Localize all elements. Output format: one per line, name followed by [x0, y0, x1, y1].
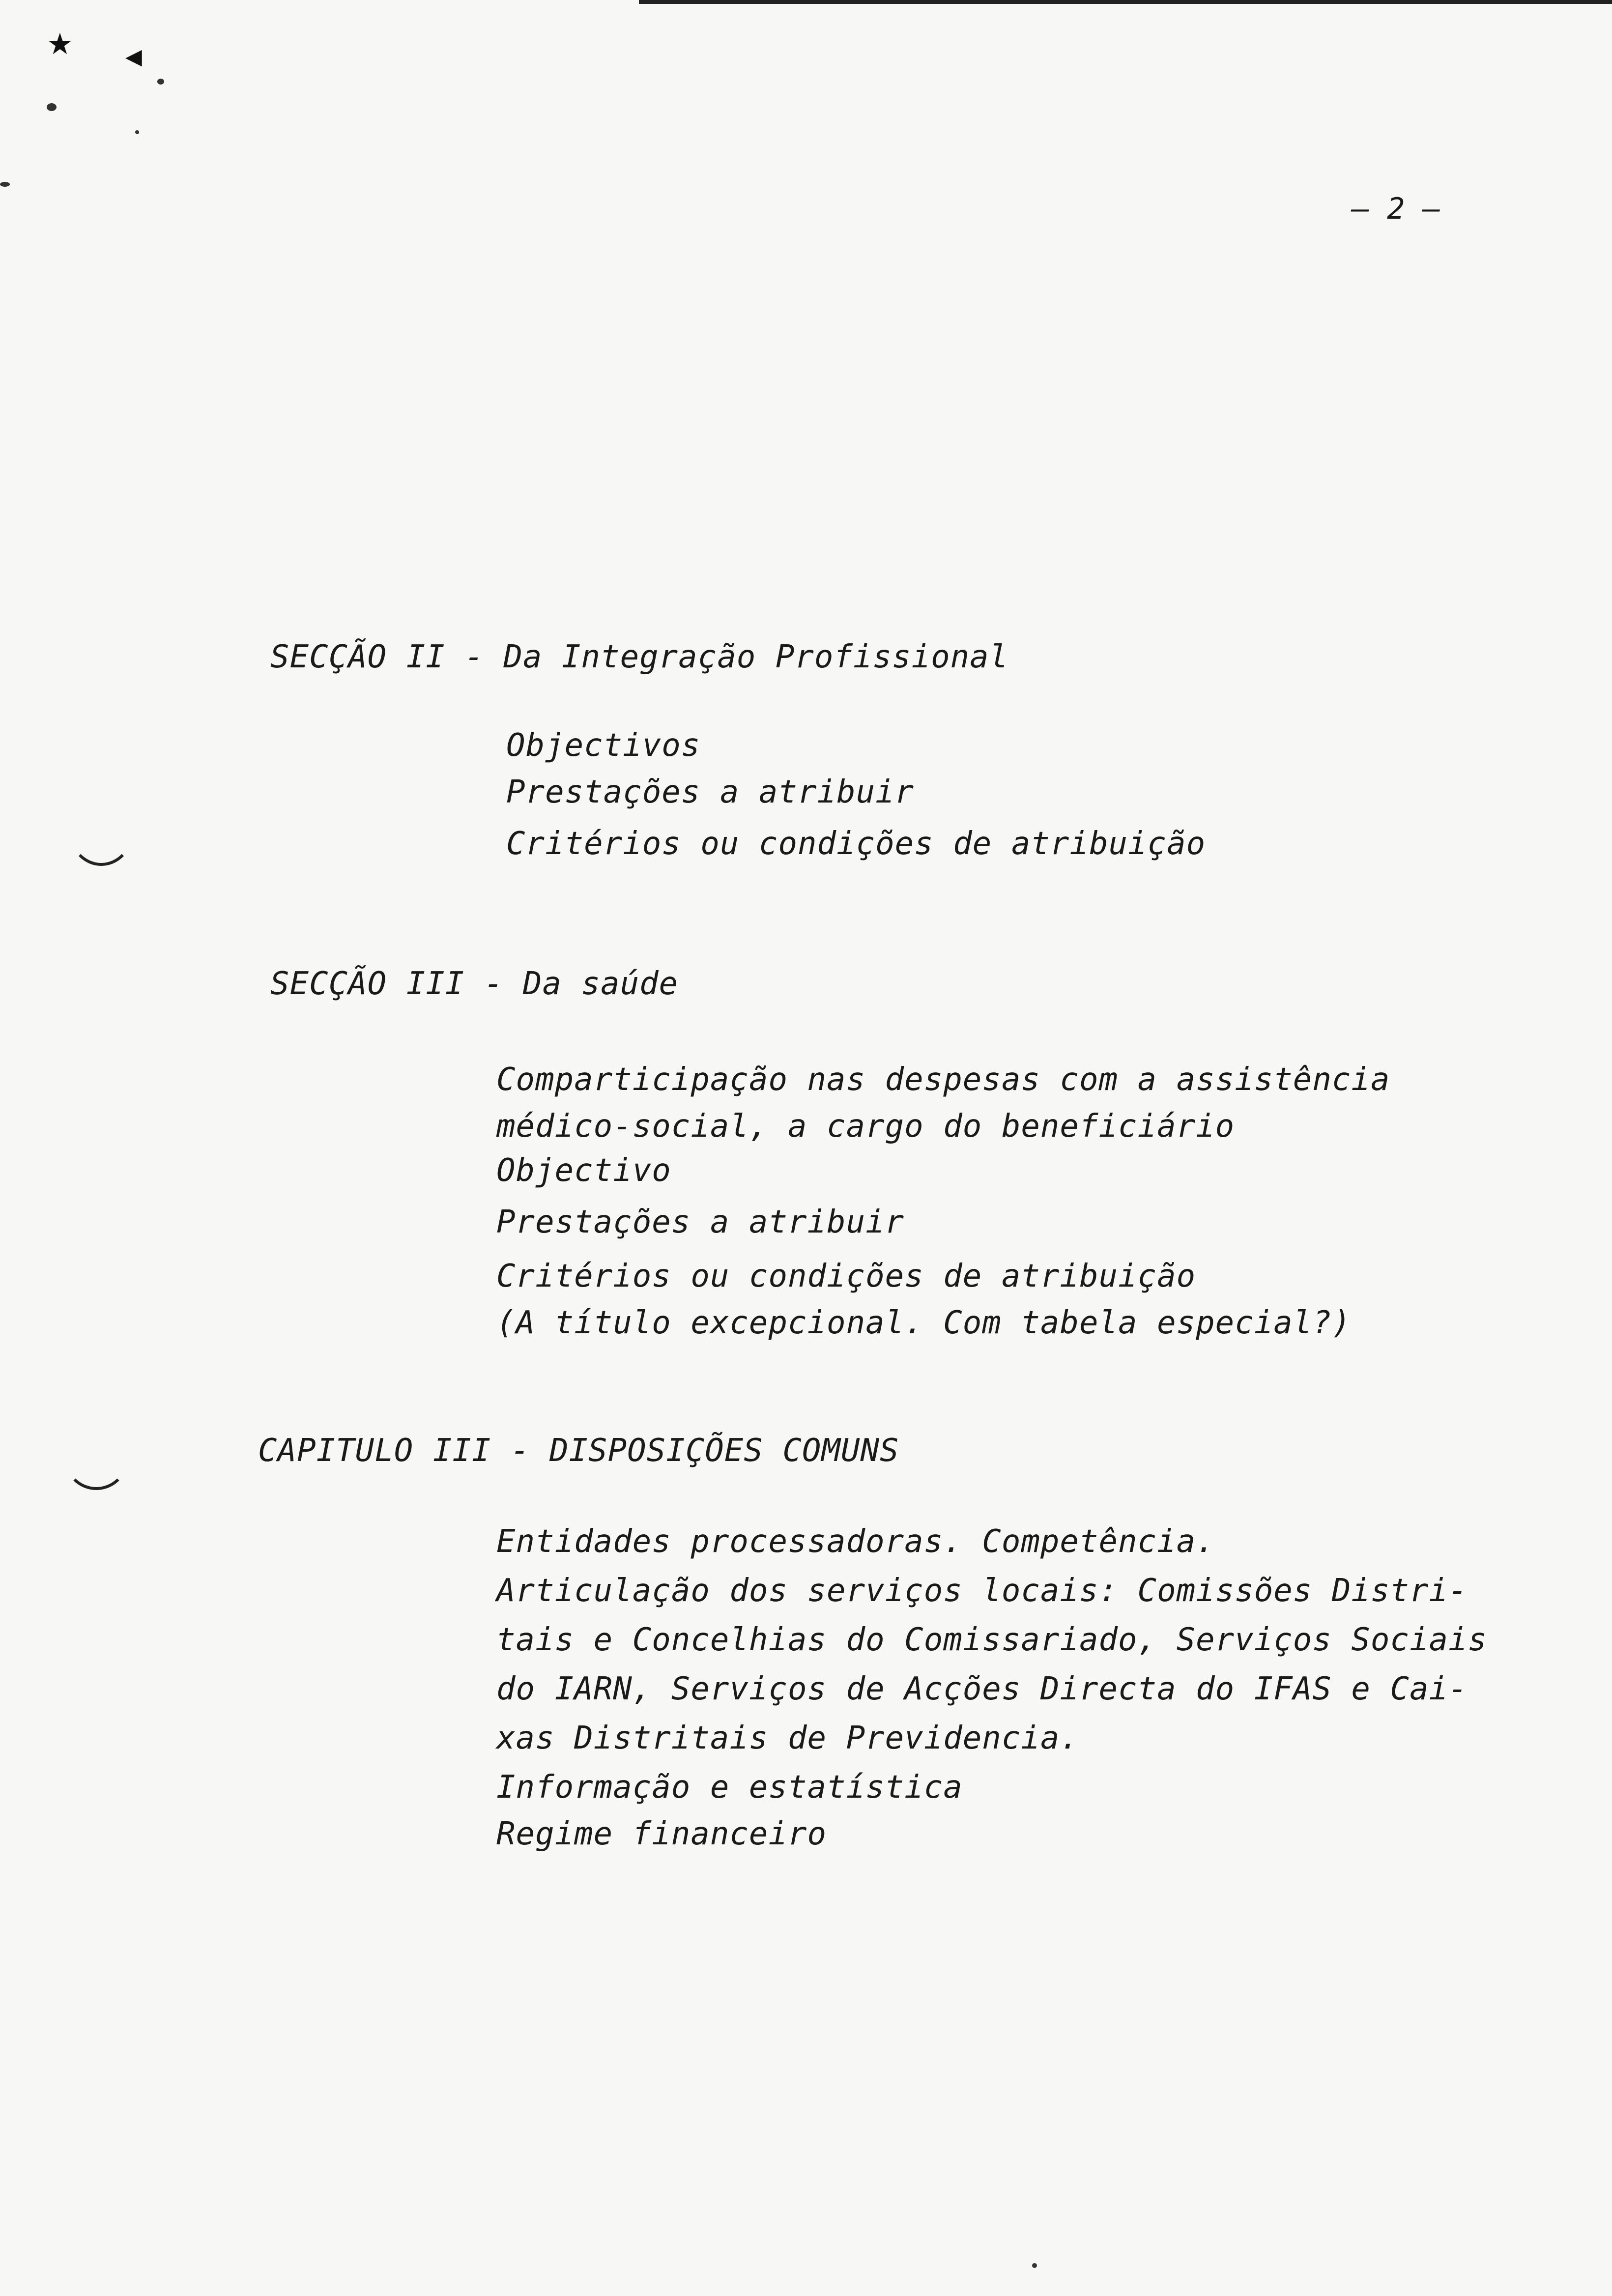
section-item: Comparticipação nas despesas com a assistência — [496, 1062, 1390, 1098]
section-item: médico-social, a cargo do beneficiário — [496, 1108, 1235, 1145]
section-item: Prestações a atribuir — [496, 1204, 905, 1240]
top-edge-rule — [639, 0, 1612, 4]
page-number: — 2 — — [1352, 192, 1440, 226]
chapter-heading: CAPITULO III - DISPOSIÇÕES COMUNS — [258, 1433, 899, 1469]
section-item: Critérios ou condições de atribuição — [506, 826, 1206, 862]
margin-speck — [157, 79, 164, 85]
section-item: do IARN, Serviços de Acções Directa do IFAS e Cai- — [496, 1671, 1468, 1707]
section-item: tais e Concelhias do Comissariado, Serviços Sociais — [496, 1622, 1488, 1658]
section-heading: SECÇÃO III - Da saúde — [270, 966, 679, 1002]
section-item: Informação e estatística — [496, 1769, 963, 1806]
section-item: (A título excepcional. Com tabela especial?) — [496, 1305, 1352, 1341]
section-item: Entidades processadoras. Competência. — [496, 1523, 1215, 1560]
margin-speck — [47, 103, 57, 111]
margin-speck — [135, 130, 139, 134]
section-item: Objectivo — [496, 1152, 671, 1189]
section-heading: SECÇÃO II - Da Integração Profissional — [270, 639, 1009, 675]
section-item: xas Distritais de Previdencia. — [496, 1720, 1079, 1756]
margin-blot-mark: ★ — [47, 27, 73, 61]
margin-blot-mark: ◀ — [125, 44, 142, 69]
margin-speck — [0, 182, 10, 187]
section-item: Prestações a atribuir — [506, 774, 915, 810]
section-item: Objectivos — [506, 727, 701, 764]
section-item: Critérios ou condições de atribuição — [496, 1258, 1196, 1294]
punch-hole-mark — [69, 796, 134, 866]
section-item: Articulação dos serviços locais: Comissões Distri- — [496, 1573, 1468, 1609]
punch-hole-mark — [64, 1425, 129, 1490]
section-item: Regime financeiro — [496, 1816, 827, 1852]
page-speck — [1032, 2263, 1037, 2268]
